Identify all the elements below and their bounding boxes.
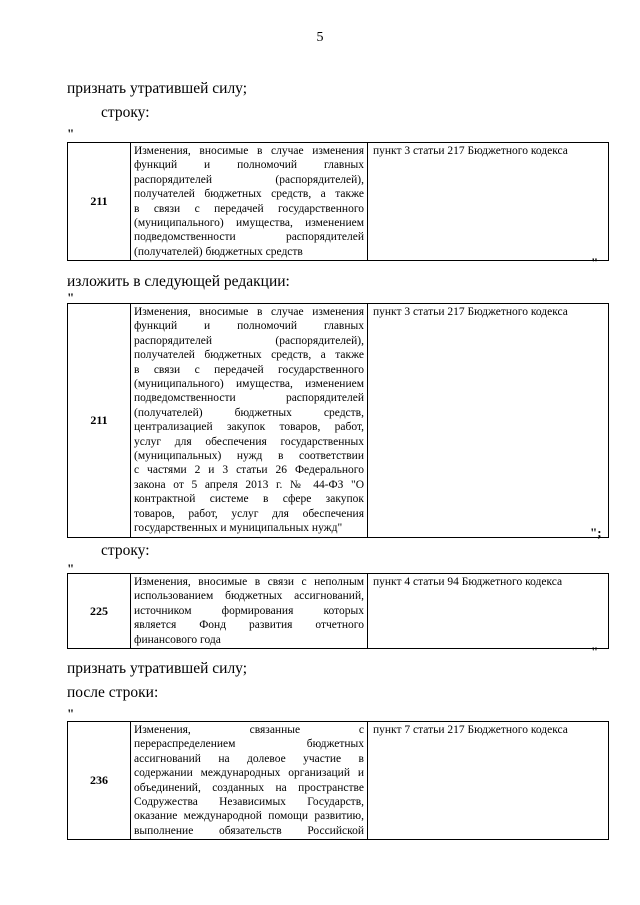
description-line: услуг для обеспечения государственных: [134, 435, 364, 448]
description-line: централизацией закупок товаров, работ,: [134, 421, 364, 434]
close-quote: ": [591, 644, 599, 659]
description-line: Изменения, связанные с: [134, 724, 364, 736]
description-line: контрактной системе в сфере закупок: [134, 493, 364, 506]
description-line: ассигнований на долевое участие в: [134, 752, 364, 765]
table-row: [67, 573, 609, 649]
description-line: распорядителей (распорядителей),: [134, 173, 364, 186]
paragraph-repeal-2: признать утратившей силу;: [67, 660, 248, 677]
description-line: государственных и муниципальных нужд": [134, 522, 343, 535]
table-row: [67, 142, 609, 261]
description-line: объединений, созданных на пространстве: [134, 781, 364, 794]
description-line: (получателей) бюджетных средств,: [134, 406, 364, 419]
row-code: 211: [68, 143, 131, 261]
close-quote-semicolon: ";: [590, 525, 602, 540]
open-quote: ": [67, 126, 75, 141]
description-line: с частями 2 и 3 статьи 26 Федерального: [134, 464, 364, 477]
open-quote: ": [67, 290, 75, 305]
description-line: содержании международных организаций и: [134, 767, 364, 780]
paragraph-after-row: после строки:: [67, 684, 159, 701]
description-line: в связи с передачей государственного: [134, 363, 364, 376]
paragraph-row-1: строку:: [101, 104, 150, 121]
description-line: (муниципального) имущества, изменением: [134, 378, 364, 391]
row-basis: пункт 3 статьи 217 Бюджетного кодекса: [368, 143, 609, 261]
row-description: [131, 574, 368, 649]
description-line: использованием бюджетных ассигнований,: [134, 590, 364, 603]
description-line: перераспределением бюджетных: [134, 738, 364, 751]
table-row: [67, 721, 609, 840]
row-description: [131, 304, 368, 538]
description-line: подведомственности распорядителей: [134, 231, 364, 244]
description-line: выполнение обязательств Российской: [134, 824, 364, 837]
description-line: (муниципальных) нужд в соответствии: [134, 450, 364, 463]
description-line: является Фонд развития отчетного: [134, 619, 364, 632]
description-line: получателей бюджетных средств, а также: [134, 188, 364, 201]
row-code: 211: [68, 304, 131, 538]
paragraph-restate: изложить в следующей редакции:: [67, 273, 290, 290]
description-line: Изменения, вносимые в случае изменения: [134, 145, 364, 157]
table-row: [67, 303, 609, 538]
description-line: Содружества Независимых Государств,: [134, 796, 364, 809]
description-line: подведомственности распорядителей: [134, 392, 364, 405]
row-description: [131, 143, 368, 261]
description-line: получателей бюджетных средств, а также: [134, 349, 364, 362]
page-number: 5: [316, 30, 324, 45]
description-line: функций и полномочий главных: [134, 320, 364, 333]
description-line: финансового года: [134, 633, 221, 646]
description-line: закона от 5 апреля 2013 г. № 44-ФЗ "О: [134, 478, 364, 491]
description-line: распорядителей (распорядителей),: [134, 334, 364, 347]
row-basis: пункт 3 статьи 217 Бюджетного кодекса: [368, 304, 609, 538]
description-line: оказание международной помощи развитию,: [134, 810, 364, 823]
description-line: Изменения, вносимые в связи с неполным: [134, 576, 364, 588]
description-line: источником формирования которых: [134, 604, 364, 617]
paragraph-repeal-1: признать утратившей силу;: [67, 80, 248, 97]
open-quote: ": [67, 706, 75, 721]
paragraph-row-2: строку:: [101, 542, 150, 559]
row-code: 236: [68, 722, 131, 840]
row-basis: пункт 4 статьи 94 Бюджетного кодекса: [368, 574, 609, 649]
description-line: товаров, работ, услуг для обеспечения: [134, 507, 364, 520]
row-basis: пункт 7 статьи 217 Бюджетного кодекса: [368, 722, 609, 840]
description-line: функций и полномочий главных: [134, 159, 364, 172]
close-quote: ": [591, 255, 599, 270]
description-line: в связи с передачей государственного: [134, 202, 364, 215]
description-line: (муниципального) имущества, изменением: [134, 217, 364, 230]
row-code: 225: [68, 574, 131, 649]
open-quote: ": [67, 561, 75, 576]
description-line: Изменения, вносимые в случае изменения: [134, 306, 364, 318]
row-description: [131, 722, 368, 840]
description-line: (получателей) бюджетных средств: [134, 245, 303, 258]
